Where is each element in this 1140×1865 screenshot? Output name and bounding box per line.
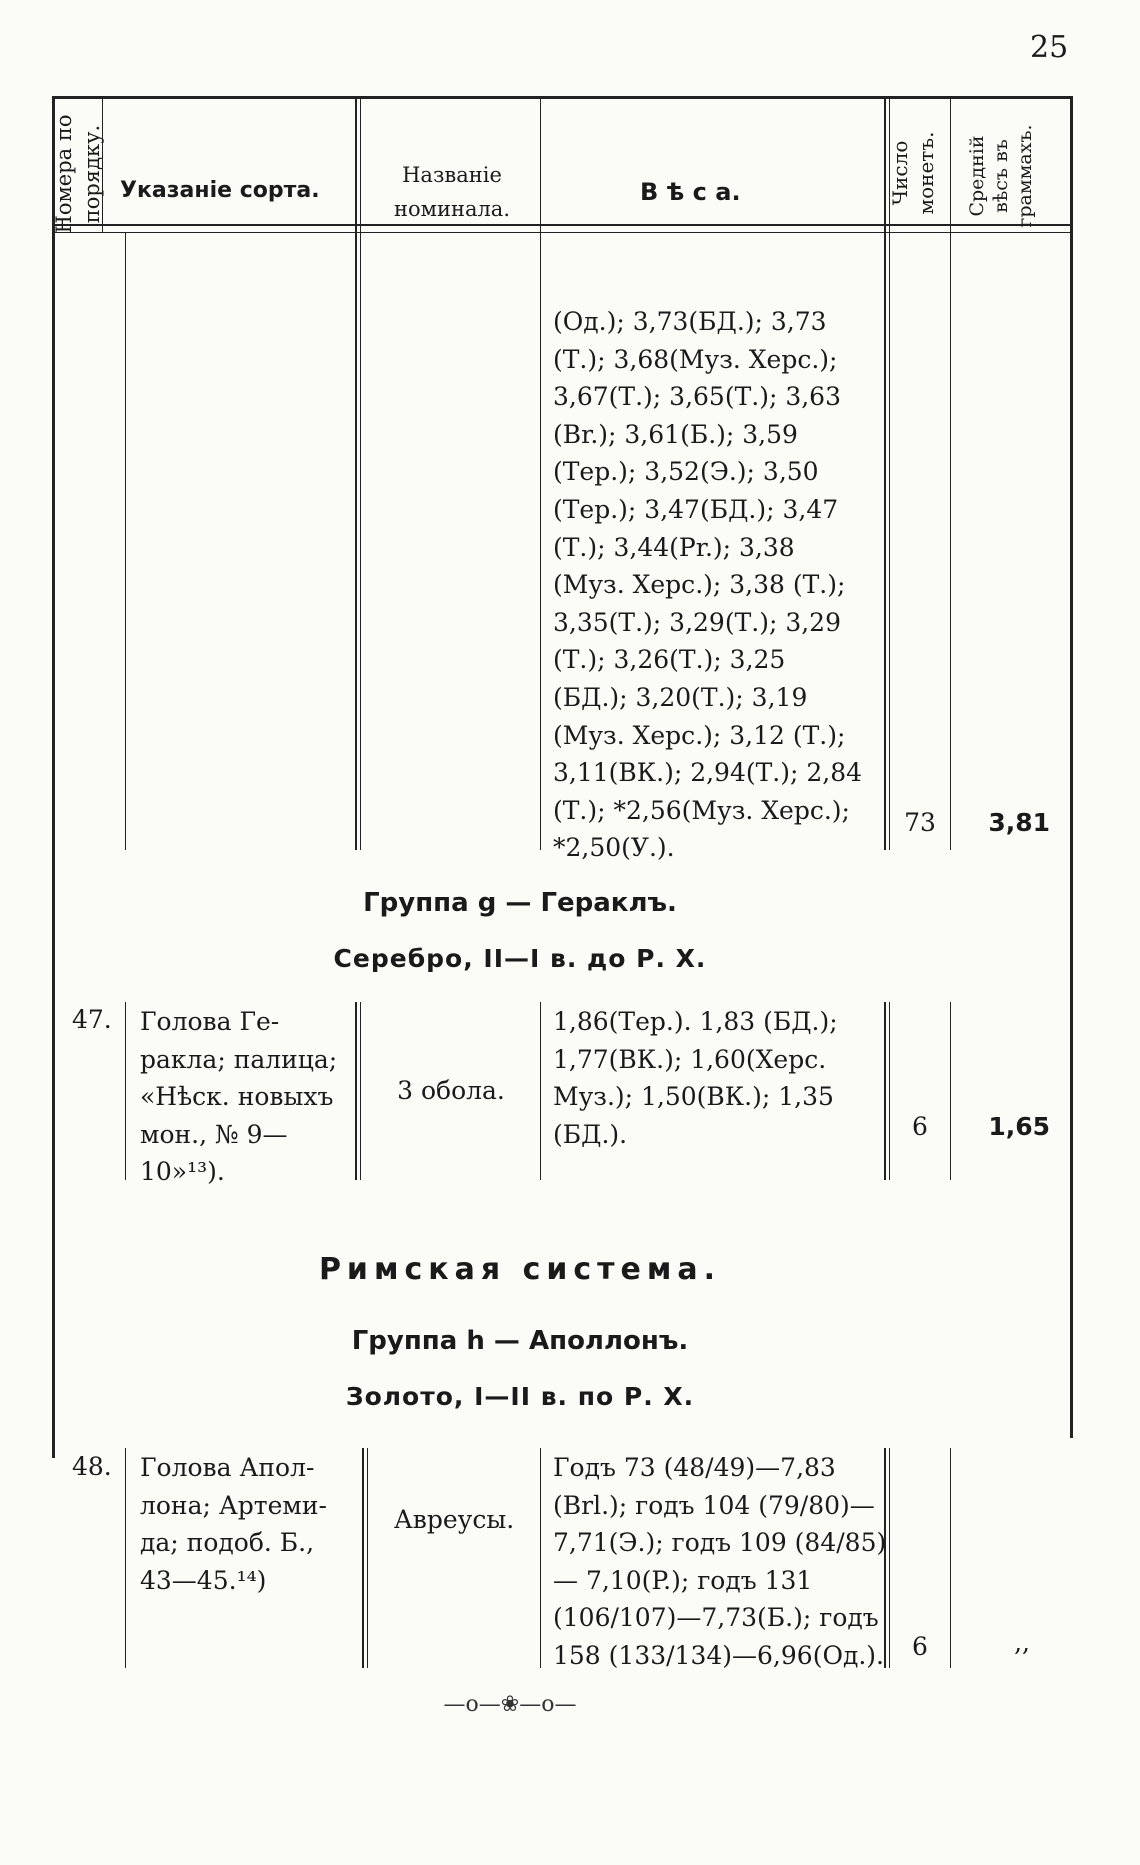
weights-line: 3,35(Т.); 3,29(Т.); 3,29 [553,607,841,637]
row47-avg: 1,65 [988,1112,1050,1141]
weights-line: Годъ 73 (48/49)—7,83 [553,1453,836,1482]
weights-line: 3,67(Т.); 3,65(Т.); 3,63 [553,382,841,412]
weights-line: (Т.); 3,26(Т.); 3,25 [553,645,786,675]
col-divider [360,96,361,232]
header-denomination: Названіе номинала. [393,163,511,221]
weights-line: (БД.); 3,20(Т.); 3,19 [553,682,808,712]
col-divider [540,96,541,232]
col-divider [355,1002,357,1180]
col-divider [362,1448,364,1668]
row47-kind [140,1003,337,1191]
weights-line: (Тер.); 3,47(БД.); 3,47 [553,494,839,524]
row48-count: 6 [912,1632,928,1661]
header-kind: Указаніе сорта. [120,178,320,203]
weights-line: (106/107)—7,73(Б.); годъ [553,1603,879,1633]
row48-kind [140,1449,327,1599]
weights-line: (Муз. Херс.); 3,12 (Т.); [553,720,846,750]
col-divider [355,96,357,232]
ornament-divider: —o—❀—o— [443,1692,577,1717]
weights-line: (Br.); 3,61(Б.); 3,59 [553,419,798,449]
table-left-border [52,96,55,1458]
weights-line: (Т.); 3,68(Муз. Херс.); [553,344,838,374]
col-divider [360,1002,361,1180]
weights-line: (Тер.); 3,52(Э.); 3,50 [553,457,819,487]
col-divider [360,232,361,850]
weights-line: 1,77(ВК.); 1,60(Херс. [553,1044,827,1074]
weights-line: *2,50(У.). [553,833,675,863]
row47-weights [553,1003,838,1153]
col-divider [889,232,890,850]
kind-line: 10»¹³). [140,1157,225,1187]
row47-count: 6 [912,1112,928,1141]
kind-line: да; подоб. Б., [140,1528,315,1558]
weights-line: (Т.); *2,56(Муз. Херс.); [553,795,850,825]
header-index: Номера по порядку. [52,114,104,234]
row47-denomination: 3 обола. [397,1076,505,1105]
continuation-weights [553,303,862,867]
system-heading-roman: Римская система. [318,1252,722,1287]
col-divider [125,1448,126,1668]
group-heading-h: Группа h — Аполлонъ. [351,1326,689,1356]
col-divider [540,232,541,850]
kind-line: «Нѣск. новыхъ [140,1082,334,1112]
col-divider [889,1002,890,1180]
weights-line: 158 (133/134)—6,96(Од.). [553,1640,884,1670]
col-divider [125,232,126,850]
header-avg: Средній вѣсъ въ граммахъ. [966,124,1036,228]
col-divider [884,232,886,850]
col-divider [950,96,951,232]
col-divider [355,232,357,850]
col-divider [884,1002,886,1180]
table-right-border [1070,96,1073,1438]
header-weights: В ѣ с а. [640,178,741,206]
col-divider [540,1002,541,1180]
weights-line: (Од.); 3,73(БД.); 3,73 [553,307,827,336]
col-divider [540,1448,541,1668]
row48-index: 48. [72,1452,112,1481]
weights-line: (БД.). [553,1119,628,1149]
weights-line: (Brl.); годъ 104 (79/80)— [553,1490,875,1520]
subgroup-heading-gold: Золото, I—II в. по Р. X. [345,1382,695,1411]
kind-line: лона; Артеми- [140,1490,327,1520]
kind-line: 43—45.¹⁴) [140,1565,267,1595]
weights-line: (Муз. Херс.); 3,38 (Т.); [553,570,846,600]
header-count: Число монетъ. [888,131,938,215]
col-divider [950,1448,951,1668]
page-number: 25 [1030,30,1069,65]
group-heading-g: Группа g — Гераклъ. [363,888,677,918]
kind-line: ракла; палица; [140,1044,338,1074]
continuation-count: 73 [904,808,936,837]
col-divider [884,96,886,232]
kind-line: мон., № 9— [140,1119,288,1149]
weights-line: 7,71(Э.); годъ 109 (84/85) [553,1528,887,1558]
row48-avg: ,, [1014,1628,1030,1657]
col-divider [367,1448,368,1668]
continuation-avg: 3,81 [988,808,1050,837]
weights-line: Муз.); 1,50(ВК.); 1,35 [553,1082,834,1112]
weights-line: — 7,10(P.); годъ 131 [553,1565,813,1595]
weights-line: 1,86(Тер.). 1,83 (БД.); [553,1007,838,1036]
row48-denomination: Авреусы. [393,1505,515,1534]
col-divider [950,1002,951,1180]
row48-weights [553,1449,886,1675]
subgroup-heading-silver: Серебро, II—I в. до Р. X. [333,944,707,973]
kind-line: Голова Ге- [140,1007,280,1036]
kind-line: Голова Апол- [140,1453,315,1482]
weights-line: 3,11(ВК.); 2,94(Т.); 2,84 [553,758,863,788]
col-divider [950,232,951,850]
col-divider [125,1002,126,1180]
row47-index: 47. [72,1005,112,1034]
table-top-rule [53,96,1073,99]
weights-line: (Т.); 3,44(Pr.); 3,38 [553,532,795,562]
